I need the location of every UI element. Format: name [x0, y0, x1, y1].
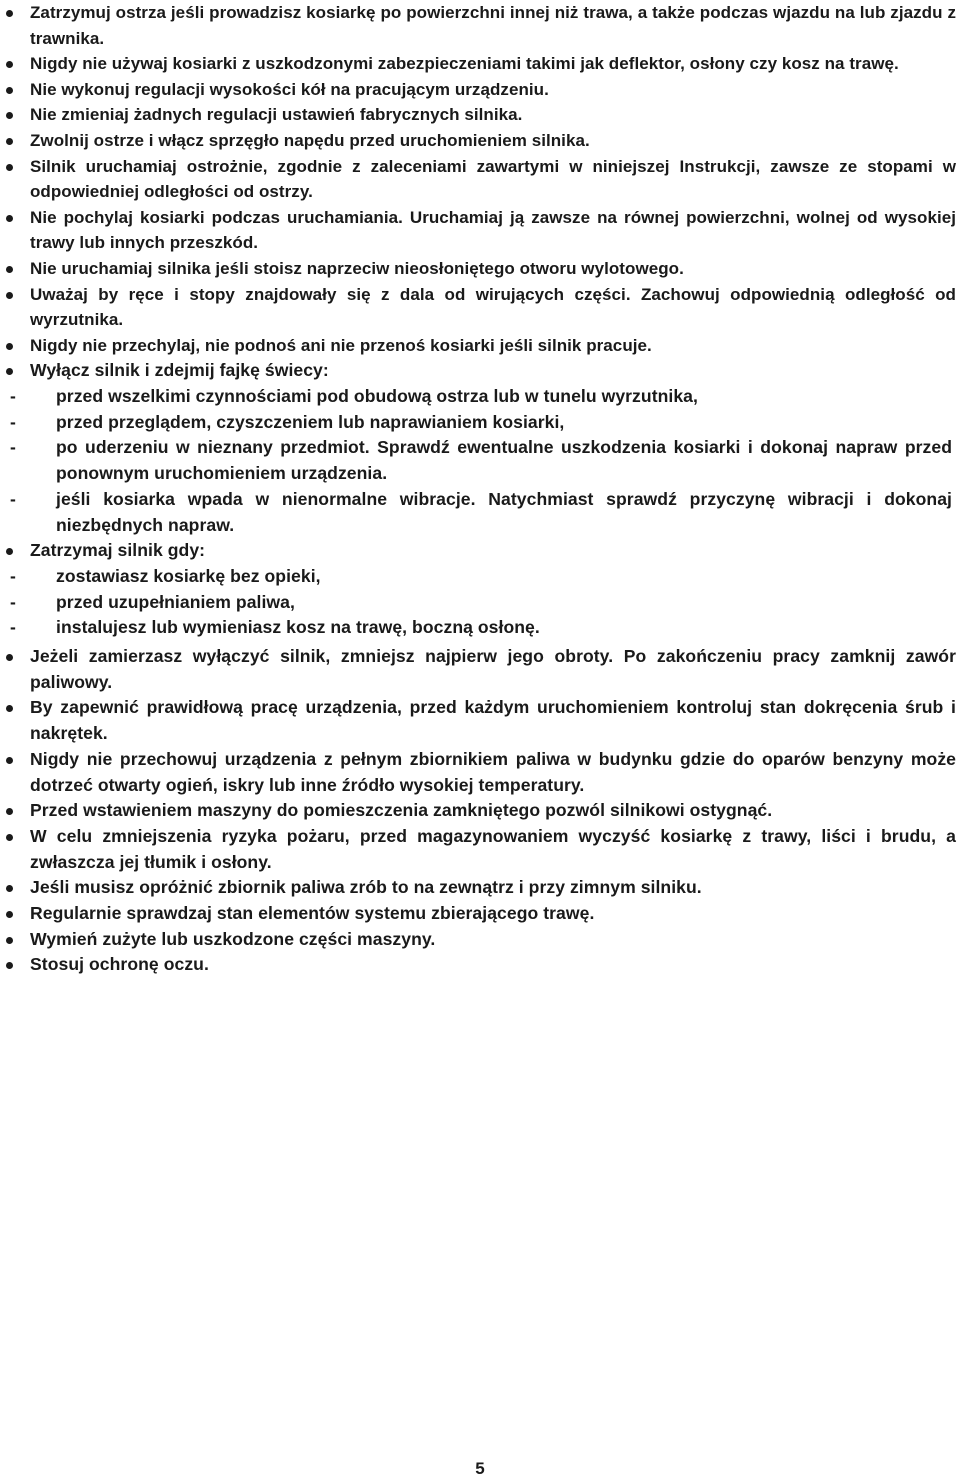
- list-item-label: Zatrzymaj silnik gdy:: [30, 540, 206, 561]
- list-item: Zwolnij ostrze i włącz sprzęgło napędu przed uruchomieniem silnika.: [0, 128, 960, 154]
- dash-marker: -: [10, 386, 16, 407]
- dash-marker: -: [10, 565, 16, 586]
- dash-marker: -: [10, 488, 16, 509]
- dash-marker: -: [10, 411, 16, 432]
- sublist-item: [0, 590, 956, 616]
- list-item: Nigdy nie przechowuj urządzenia z pełnym zbiornikiem paliwa w budynku gdzie do oparów benzyny może dotrzeć otwarty ogień, iskry lub inne źródło wysokiej temperatury.: [0, 747, 960, 798]
- list-item: Nie zmieniaj żadnych regulacji ustawień fabrycznych silnika.: [0, 102, 960, 128]
- sublist-item-text: przed uzupełnianiem paliwa,: [56, 591, 295, 612]
- sublist-item: [0, 487, 956, 538]
- sublist: [10, 384, 956, 538]
- list-item: Nie pochylaj kosiarki podczas uruchamiania. Uruchamiaj ją zawsze na równej powierzchni, wolnej od wysokiej trawy lub innych przeszkód.: [0, 205, 960, 256]
- sublist-item-text: przed przeglądem, czyszczeniem lub naprawianiem kosiarki,: [56, 411, 565, 432]
- list-item: Silnik uruchamiaj ostrożnie, zgodnie z zaleceniami zawartymi w niniejszej Instrukcji, zawsze ze stopami w odpowiedniej odległości od ostrzy.: [0, 154, 960, 205]
- sublist-item-text: zostawiasz kosiarkę bez opieki,: [56, 565, 321, 586]
- dash-marker: -: [10, 437, 16, 458]
- sublist-item-text: po uderzeniu w nieznany przedmiot. Sprawdź ewentualne uszkodzenia kosiarki i dokonaj napraw przed ponownym uruchomieniem urządzenia.: [56, 437, 952, 484]
- list-item: Nigdy nie używaj kosiarki z uszkodzonymi zabezpieczeniami takimi jak deflektor, osłony czy kosz na trawę.: [0, 51, 960, 77]
- list-item-label: Wyłącz silnik i zdejmij fajkę świecy:: [30, 360, 329, 381]
- sublist-item-text: przed wszelkimi czynnościami pod obudową ostrza lub w tunelu wyrzutnika,: [56, 386, 698, 407]
- sublist: [10, 564, 956, 641]
- list-item: Stosuj ochronę oczu.: [0, 952, 960, 978]
- sublist-item: [0, 564, 956, 590]
- list-item: Nie wykonuj regulacji wysokości kół na pracującym urządzeniu.: [0, 77, 960, 103]
- sublist-item: [0, 435, 956, 486]
- list-item-with-subitems: [0, 538, 960, 641]
- sublist-item: [0, 615, 956, 641]
- sublist-item: [0, 410, 956, 436]
- sublist-item-text: instalujesz lub wymieniasz kosz na trawę, boczną osłonę.: [56, 617, 540, 638]
- sublist-item-text: jeśli kosiarka wpada w nienormalne wibracje. Natychmiast sprawdź przyczynę wibracji i dokonaj niezbędnych napraw.: [56, 488, 952, 535]
- list-item: W celu zmniejszenia ryzyka pożaru, przed magazynowaniem wyczyść kosiarkę z trawy, liści i brudu, a zwłaszcza jej tłumik i osłony.: [0, 824, 960, 875]
- list-item: By zapewnić prawidłową pracę urządzenia, przed każdym uruchomieniem kontroluj stan dokręcenia śrub i nakrętek.: [0, 695, 960, 746]
- list-item: Nie uruchamiaj silnika jeśli stoisz naprzeciw nieosłoniętego otworu wylotowego.: [0, 256, 960, 282]
- sublist-item: [0, 384, 956, 410]
- list-item: Regularnie sprawdzaj stan elementów systemu zbierającego trawę.: [0, 901, 960, 927]
- list-item: Nigdy nie przechylaj, nie podnoś ani nie przenoś kosiarki jeśli silnik pracuje.: [0, 333, 960, 359]
- list-item: Jeżeli zamierzasz wyłączyć silnik, zmniejsz najpierw jego obroty. Po zakończeniu pracy zamknij zawór paliwowy.: [0, 644, 960, 695]
- dash-marker: -: [10, 591, 16, 612]
- list-item-with-subitems: [0, 358, 960, 538]
- list-item: Przed wstawieniem maszyny do pomieszczenia zamkniętego pozwól silnikowi ostygnąć.: [0, 798, 960, 824]
- list-item: Uważaj by ręce i stopy znajdowały się z dala od wirujących części. Zachowuj odpowiednią odległość od wyrzutnika.: [0, 282, 960, 333]
- dash-marker: -: [10, 617, 16, 638]
- list-item: Jeśli musisz opróżnić zbiornik paliwa zrób to na zewnątrz i przy zimnym silniku.: [0, 875, 960, 901]
- list-item: Zatrzymuj ostrza jeśli prowadzisz kosiarkę po powierzchni innej niż trawa, a także podczas wjazdu na lub zjazdu z trawnika.: [0, 0, 960, 51]
- list-item: Wymień zużyte lub uszkodzone części maszyny.: [0, 927, 960, 953]
- page-number: 5: [475, 1459, 485, 1478]
